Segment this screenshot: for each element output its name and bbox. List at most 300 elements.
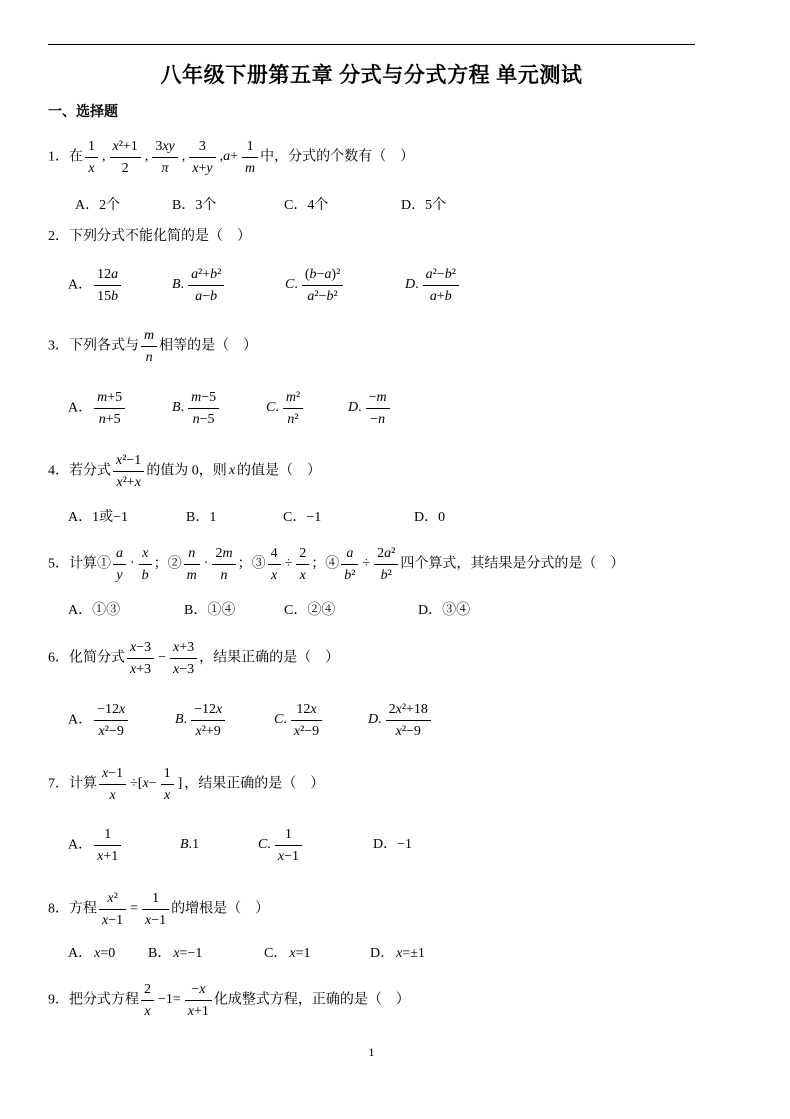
math-variable: y [116,567,123,583]
fraction [191,699,225,742]
fraction [152,136,177,179]
math-variable: m [97,389,108,405]
math-symbol: . [378,712,382,728]
math-symbol: .1 [188,837,200,852]
math-symbol: +3 [179,639,195,655]
math-symbol: ² [391,545,396,561]
question-2-option-d [403,261,461,309]
math-expression [128,901,140,916]
math-variable: b [344,567,352,583]
question-number: 9． [48,992,69,1008]
math-variable: D [348,400,359,416]
option-text [68,602,120,620]
question-1-stem-text [48,136,414,179]
math-variable: x [164,787,171,803]
fraction-denominator [142,910,169,931]
question-6-option-d [366,696,433,744]
question-5-stem-text [48,543,624,586]
math-variable: x [277,848,285,864]
math-symbol: 1 [152,890,160,906]
fraction-denominator [139,565,152,586]
math-symbol: −12 [194,701,216,717]
question-4-option-c [283,494,321,542]
math-symbol: −1 [108,912,124,928]
math-symbol: −1 [108,765,124,781]
question-text: 计算 [69,776,97,792]
fraction [189,136,215,179]
question-4-stem-text [48,450,321,493]
math-variable: a [116,545,123,561]
math-symbol: . [415,277,419,293]
math-symbol: 12 [296,701,311,717]
math-symbol: ²− [432,266,445,282]
question-text: B．3个 [172,198,217,213]
fraction-denominator [94,286,121,307]
math-symbol: ²−1 [122,452,142,468]
math-symbol: . [275,400,279,416]
math-symbol: . [267,837,271,853]
math-variable: x [195,723,202,739]
question-3-option-d [346,384,392,432]
math-symbol: − [148,776,157,792]
option-text [170,387,221,430]
math-variable: C [274,712,284,728]
question-6-option-c [272,696,324,744]
fraction [94,699,128,742]
fraction-denominator [113,565,126,586]
fraction [283,387,303,430]
math-symbol: , [102,149,106,165]
fraction-numerator [212,543,235,565]
question-text: B．①④ [184,603,236,618]
math-variable: b [444,288,452,304]
fraction-numerator [139,543,152,565]
page-number: 1 [368,1045,375,1059]
math-symbol: · [130,556,135,572]
fraction-numerator [374,543,398,565]
fraction-numerator [141,979,154,1001]
question-3-option-c [264,384,305,432]
math-expression [272,712,289,727]
question-5-stem [48,540,624,588]
fraction-numerator [99,763,126,785]
question-2-stem [48,213,251,261]
math-variable: b [326,288,334,304]
math-variable: m [285,389,296,405]
math-symbol: . [358,400,362,416]
math-symbol: −5 [201,389,217,405]
fraction [242,136,258,179]
fraction-denominator [268,565,281,586]
fraction [296,543,309,586]
fraction-numerator [242,136,258,158]
math-symbol: 3 [155,138,163,154]
option-text [414,509,445,527]
option-text [264,387,305,430]
math-symbol: −5 [199,411,215,427]
fraction-denominator [374,565,398,586]
fraction-numerator [142,888,169,910]
option-text [68,824,123,867]
math-symbol: 2 [377,545,385,561]
fraction-denominator [94,721,128,742]
math-symbol: ² [333,288,338,304]
question-8-option-d [370,930,427,978]
math-variable: y [206,160,213,176]
math-variable: x [116,474,123,490]
fraction [110,136,141,179]
question-number: 6． [48,650,69,666]
question-text: 若分式 [69,463,111,479]
math-symbol: . [180,400,185,416]
math-expression [171,946,204,961]
math-variable: n [188,545,196,561]
math-variable: x [98,723,105,739]
fraction-denominator [275,846,302,867]
question-3-option-a [68,384,127,432]
question-2-option-c [283,261,345,309]
option-text [366,699,433,742]
fraction-denominator [161,785,174,806]
math-variable: x [102,912,109,928]
option-text [373,836,412,854]
fraction-numerator [110,136,141,158]
question-text: C． [264,946,288,961]
math-variable: m [245,160,256,176]
math-variable: b [309,266,317,282]
question-text: 的值是（ ） [237,463,322,479]
fraction-numerator [423,264,459,286]
option-text [401,197,446,215]
math-variable: n [145,349,153,365]
question-3-option-b [170,384,221,432]
math-expression [256,837,273,852]
question-number: 5． [48,556,69,572]
fraction [184,543,200,586]
math-variable: x [144,1003,151,1019]
math-variable: B [172,400,181,416]
math-variable: a [195,288,203,304]
question-7-option-c [256,821,304,869]
math-symbol: ÷[ [130,776,143,792]
question-text: C．②④ [284,603,336,618]
option-text [403,264,461,307]
math-variable: n [192,411,200,427]
math-symbol: ÷ [284,556,293,572]
math-symbol: 1 [88,138,95,154]
math-symbol: −1= [158,992,181,1008]
fraction-denominator [99,910,126,931]
question-8-option-a [68,930,117,978]
math-symbol: . [283,712,287,728]
fraction [275,824,302,867]
math-variable: x [145,912,152,928]
math-variable: D [368,712,379,728]
question-text: 计算① [69,556,111,572]
math-symbol: ²+18 [401,701,428,717]
question-1-option-d [401,182,446,230]
fraction-numerator [94,824,121,846]
math-variable: x [310,701,317,717]
fraction-numerator [141,325,157,347]
question-text: D．③④ [418,603,471,618]
math-variable: x [88,160,95,176]
fraction-denominator [127,659,154,680]
math-symbol: =±1 [402,946,425,961]
fraction [99,763,126,806]
option-text [184,602,235,620]
question-text: 四个算式，其结果是分式的是（ ） [400,556,625,572]
question-number: 7． [48,776,69,792]
math-expression [180,149,188,164]
math-symbol: )² [331,266,341,282]
math-symbol: ² [294,411,299,427]
fraction [99,888,126,931]
math-expression [366,712,384,727]
question-text: B． [148,946,172,961]
fraction-denominator [191,721,225,742]
math-symbol: −1 [284,848,299,864]
option-text [170,264,226,307]
math-expression [100,149,108,164]
math-symbol: ² [295,389,301,405]
math-expression [170,277,186,292]
question-text: D．5个 [401,198,447,213]
math-symbol: ²+1 [118,138,138,154]
math-expression [173,712,189,727]
math-variable: b [111,288,119,304]
math-variable: b [380,567,388,583]
fraction-numerator [188,387,219,409]
math-variable: xy [162,138,175,154]
question-text: D． [370,946,395,961]
math-symbol: ( [304,266,310,282]
question-text: ，结果正确的是（ ） [199,650,340,666]
math-variable: C [258,837,268,853]
fraction-denominator [296,565,309,586]
question-6-option-b [173,696,227,744]
math-expression [264,400,281,415]
math-symbol: ²+ [122,474,135,490]
fraction [291,699,322,742]
math-variable: x [270,567,278,583]
option-text [346,387,392,430]
question-4-option-b [186,494,216,542]
question-text: C．−1 [283,510,322,525]
question-9-stem [48,976,410,1024]
math-symbol: −1 [151,912,167,928]
math-symbol: ² [351,567,356,583]
math-expression [156,650,168,665]
question-text: A． [68,277,93,293]
math-symbol: ²− [314,288,327,304]
fraction [341,543,358,586]
option-text [173,699,227,742]
math-variable: x [130,661,137,677]
question-text: A．2个 [75,198,121,213]
math-expression [360,556,372,571]
question-text: D．−1 [373,837,413,852]
math-variable: x [102,765,109,781]
math-symbol: −3 [179,661,195,677]
option-text [68,945,117,963]
option-text [264,945,312,963]
math-variable: B [175,712,184,728]
math-symbol: − [202,288,211,304]
math-symbol: . [180,277,185,293]
math-variable: x [116,452,123,468]
fraction-denominator [423,286,459,307]
math-symbol: 1 [163,765,171,781]
math-variable: x [94,946,101,961]
option-text [68,509,128,527]
math-variable: b [210,266,218,282]
math-variable: n [378,411,386,427]
math-expression [176,776,185,791]
question-4-option-d [414,494,445,542]
math-variable: C [285,277,295,293]
option-text [68,264,123,307]
math-variable: a [324,266,332,282]
question-text: B．1 [186,510,217,525]
fraction-denominator [152,158,177,179]
fraction [423,264,459,307]
section-heading: 一、选择题 [48,105,118,120]
math-expression [92,946,117,961]
math-expression [287,946,312,961]
math-variable: x [299,567,306,583]
question-8-option-b [148,930,204,978]
math-variable: b [141,567,149,583]
question-text: A．1或−1 [68,510,129,525]
fraction [113,543,126,586]
math-symbol: = [130,901,139,917]
option-text [283,264,345,307]
question-text: 的增根是（ ） [171,901,270,917]
math-variable: x [215,701,223,717]
math-symbol: − [370,411,379,427]
math-symbol: ²+ [198,266,211,282]
math-expression [283,556,295,571]
question-text: 的值为 0，则 [146,463,227,479]
math-variable: m [144,327,155,343]
fraction [302,264,343,307]
math-expression [128,556,137,571]
question-text: ；② [153,556,182,572]
math-variable: x [119,701,126,717]
math-symbol: 2 [299,545,307,561]
question-text: ，结果正确的是（ ） [184,776,325,792]
math-variable: n [98,411,106,427]
math-variable: C [266,400,276,416]
math-symbol: ÷ [362,556,371,572]
math-variable: x [395,701,402,717]
fraction [94,387,125,430]
math-variable: x [187,1003,195,1019]
fraction [85,136,98,179]
fraction-denominator [291,721,322,742]
math-expression [394,946,427,961]
question-text: A．①③ [68,603,121,618]
question-5-option-c [284,587,335,635]
math-symbol: − [191,981,200,997]
math-symbol: 2 [215,545,223,561]
fraction-numerator [302,264,343,286]
question-text: 相等的是（ ） [159,338,258,354]
fraction-numerator [386,699,431,721]
math-variable: m [186,567,197,583]
math-variable: x [173,946,180,961]
math-symbol: ² [387,567,392,583]
fraction-denominator [185,1001,212,1022]
question-text: A． [68,946,93,961]
math-symbol: −12 [97,701,120,717]
question-6-stem [48,634,339,682]
fraction [374,543,398,586]
fraction [386,699,431,742]
math-variable: a [425,266,433,282]
fraction-numerator [185,979,212,1001]
option-text [283,509,321,527]
math-symbol: =−1 [179,946,203,961]
math-symbol: ² [217,266,222,282]
math-variable: x [173,661,180,677]
fraction-numerator [283,387,303,409]
math-variable: a [307,288,315,304]
fraction [170,637,197,680]
fraction-numerator [127,637,154,659]
fraction-numerator [189,136,215,158]
math-symbol: − [316,266,325,282]
fraction-denominator [170,659,197,680]
math-variable: B [172,277,181,293]
question-8-stem-text [48,888,269,931]
math-variable: m [222,545,233,561]
math-symbol: + [198,160,207,176]
question-1-stem [48,133,414,181]
math-symbol: +3 [136,661,152,677]
math-variable: n [220,567,228,583]
fraction-denominator [113,472,144,493]
math-symbol: +1 [194,1003,209,1019]
fraction-denominator [341,565,358,586]
math-variable: m [376,389,387,405]
question-7-stem-text [48,763,324,806]
math-symbol: . [183,712,188,728]
math-symbol: ²−9 [300,723,320,739]
question-text: 中，分式的个数有（ ） [260,149,415,165]
question-7-option-b [178,821,201,869]
math-symbol: ² [113,890,118,906]
math-symbol: ²−9 [104,723,124,739]
question-5-option-b [184,587,235,635]
question-text: A． [68,400,93,416]
fraction-denominator [94,409,125,430]
math-expression [178,837,201,852]
question-3-stem-text [48,325,257,368]
option-text [370,945,427,963]
option-text [284,602,335,620]
math-expression [227,463,237,478]
math-symbol: ²−9 [401,723,421,739]
math-symbol: 2 [144,981,151,997]
question-text: 下列各式与 [69,338,139,354]
math-variable: x [134,474,141,490]
option-text [418,602,470,620]
question-1-option-c [284,182,328,230]
fraction-denominator [184,565,200,586]
math-variable: x [289,946,296,961]
